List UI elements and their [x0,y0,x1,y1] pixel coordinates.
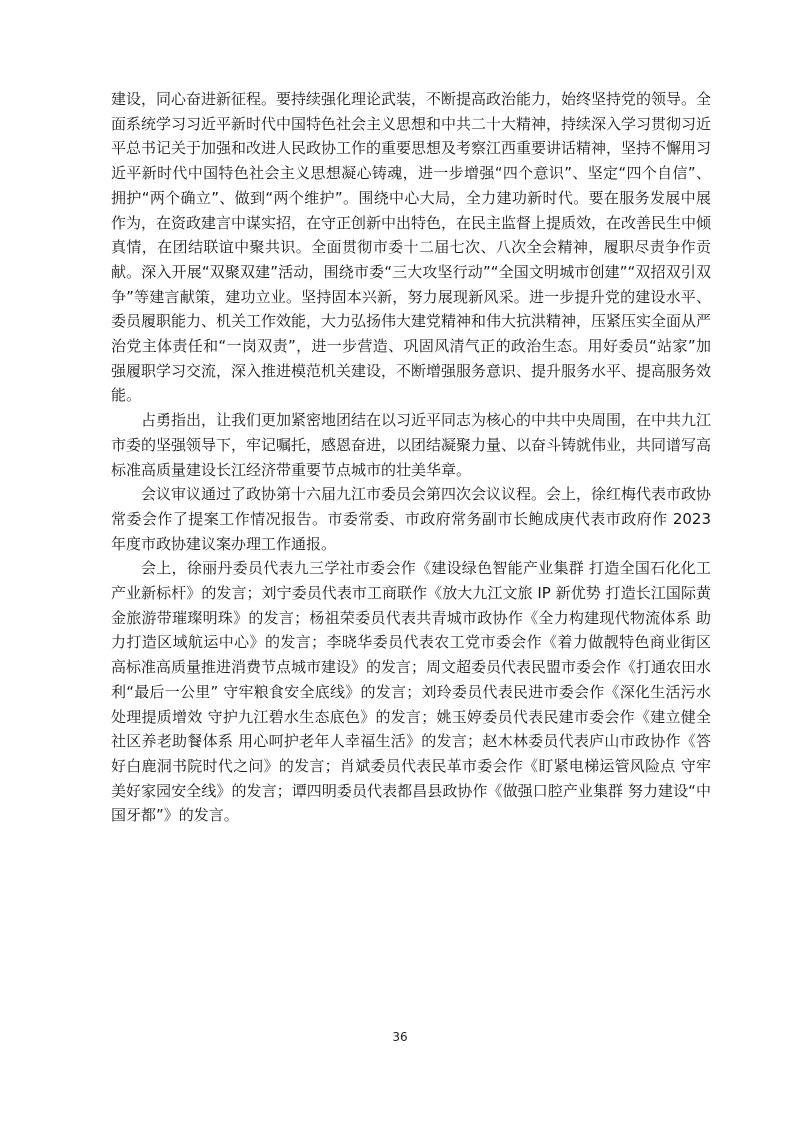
paragraph-zhan-yong-remarks: 占勇指出，让我们更加紧密地团结在以习近平同志为核心的中共中央周围，在中共九江市委的坚强领导下，牢记嘱托，感恩奋进，以团结凝聚力量、以奋斗铸就伟业，共同谱写高标准高质量建设长江经济带重要节点城市的壮美华章。 [111,411,712,479]
paragraph-continuation: 建设，同心奋进新征程。要持续强化理论武装，不断提高政治能力，始终坚持党的领导。全面系统学习习近平新时代中国特色社会主义思想和中共二十大精神，持续深入学习贯彻习近平总书记关于加强和改进人民政协工作的重要思想及考察江西重要讲话精神，坚持不懈用习近平新时代中国特色社会主义思想凝心铸魂，进一步增强“四个意识”、坚定“四个自信”、拥护“两个确立”、做到“两个维护”。围绕中心大局，全力建功新时代。要在服务发展中展作为，在资政建言中谋实招，在守正创新中出特色，在民主监督上提质效，在改善民生中倾真情，在团结联谊中聚共识。全面贯彻市委十二届七次、八次全会精神，履职尽责争作贡献。深入开展“双聚双建”活动，围绕市委“三大攻坚行动”“全国文明城市创建”“双招双引双争”等建言献策，建功立业。坚持固本兴新，努力展现新风采。进一步提升党的建设水平、委员履职能力、机关工作效能，大力弘扬伟大建党精神和伟大抗洪精神，压紧压实全面从严治党主体责任和“一岗双责”，进一步营造、巩固风清气正的政治生态。用好委员“站家”加强履职学习交流，深入推进模范机关建设，不断增强服务意识、提升服务水平、提高服务效能。 [111,90,712,405]
page-number: 36 [392,1030,408,1044]
paragraph-member-speeches: 会上，徐丽丹委员代表九三学社市委会作《建设绿色智能产业集群 打造全国石化化工产业新标杆》的发言；刘宁委员代表市工商联作《放大九江文旅 IP 新优势 打造长江国际黄金旅游带璀璨明珠》的发言；杨祖荣委员代表共青城市政协作《全力构建现代物流体系 助力打造区域航运中心》的发言；李晓华委员代表农工党市委会作《着力做靓特色商业街区 高标准高质量推进消费节点城市建设》的发言；周文超委员代表民盟市委会作《打通农田水利“最后一公里” 守牢粮食安全底线》的发言；刘玲委员代表民进市委会作《深化生活污水处理提质增效 守护九江碧水生态底色》的发言；姚玉婷委员代表民建市委会作《建立健全社区养老助餐体系 用心呵护老年人幸福生活》的发言；赵木林委员代表庐山市政协作《答好白鹿洞书院时代之问》的发言；肖斌委员代表民革市委会作《盯紧电梯运管风险点 守牢美好家园安全线》的发言；谭四明委员代表都昌县政协作《做强口腔产业集群 努力建设“中国牙都”》的发言。 [111,559,712,825]
paragraph-meeting-agenda: 会议审议通过了政协第十六届九江市委员会第四次会议议程。会上，徐红梅代表市政协常委会作了提案工作情况报告。市委常委、市政府常务副市长鲍成庚代表市政府作 2023 年度市政协建议案办理工作通报。 [111,485,712,553]
body-text [111,87,711,828]
